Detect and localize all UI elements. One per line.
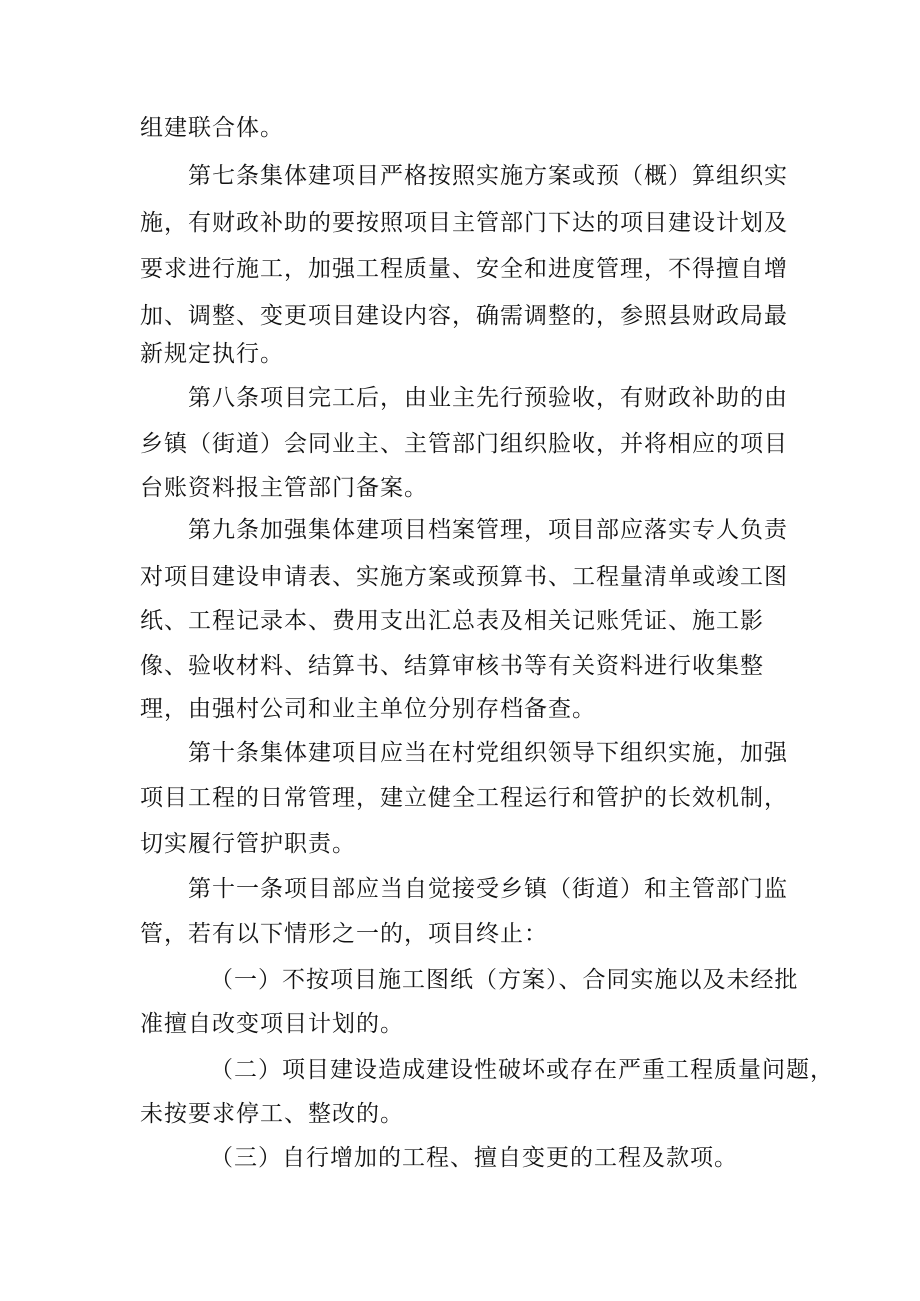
text-line-1: 组建联合体。 xyxy=(140,115,284,141)
text-line-12: 纸、工程记录本、费用支出汇总表及相关记账凭证、施工影 xyxy=(140,608,764,634)
text-line-7: 第八条项目完工后，由业主先行预验收，有财政补助的由 xyxy=(188,385,788,411)
text-line-22: （二）项目建设造成建设性破坏或存在严重工程质量问题， xyxy=(210,1057,834,1083)
text-line-18: 第十一条项目部应当自觉接受乡镇（街道）和主管部门监 xyxy=(188,876,788,902)
text-line-2: 第七条集体建项目严格按照实施方案或预（概）算组织实 xyxy=(188,163,788,189)
text-line-11: 对项目建设申请表、实施方案或预算书、工程量清单或竣工图 xyxy=(140,564,788,590)
text-line-3: 施，有财政补助的要按照项目主管部门下达的项目建设计划及 xyxy=(140,210,788,236)
text-line-23: 未按要求停工、整改的。 xyxy=(140,1101,404,1127)
text-line-5: 加、调整、变更项目建设内容，确需调整的，参照县财政局最 xyxy=(140,303,788,329)
text-line-20: （一）不按项目施工图纸（方案）、合同实施以及未经批 xyxy=(210,967,799,993)
text-line-24: （三）自行增加的工程、擅自变更的工程及款项。 xyxy=(210,1145,738,1171)
text-line-10: 第九条加强集体建项目档案管理，项目部应落实专人负责 xyxy=(188,517,788,543)
text-line-17: 切实履行管护职责。 xyxy=(140,831,356,857)
text-line-19: 管，若有以下情形之一的，项目终止： xyxy=(140,921,548,947)
text-line-21: 准擅自改变项目计划的。 xyxy=(140,1011,404,1037)
text-line-4: 要求进行施工，加强工程质量、安全和进度管理，不得擅自增 xyxy=(140,256,788,282)
text-line-14: 理，由强村公司和业主单位分别存档备查。 xyxy=(140,696,596,722)
text-line-15: 第十条集体建项目应当在村党组织领导下组织实施，加强 xyxy=(188,740,788,766)
text-line-16: 项目工程的日常管理，建立健全工程运行和管护的长效机制， xyxy=(140,785,788,811)
text-line-9: 台账资料报主管部门备案。 xyxy=(140,475,428,501)
text-line-13: 像、验收材料、结算书、结算审核书等有关资料进行收集整 xyxy=(140,653,764,679)
text-line-6: 新规定执行。 xyxy=(140,341,284,367)
text-line-8: 乡镇（街道）会同业主、主管部门组织脸收，并将相应的项目 xyxy=(140,431,788,457)
